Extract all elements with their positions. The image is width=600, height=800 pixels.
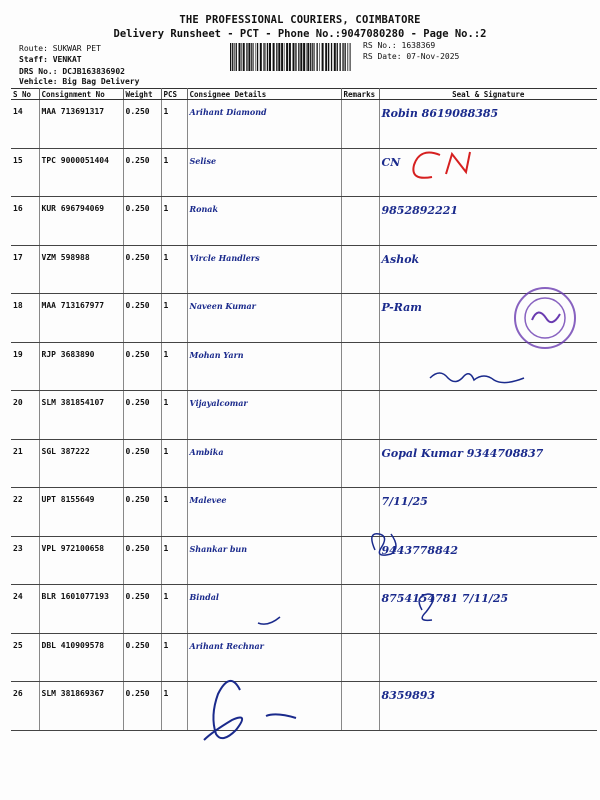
cell-weight: 0.250 xyxy=(123,633,161,682)
cell-sno: 17 xyxy=(11,245,39,294)
cell-remarks xyxy=(341,197,379,246)
table-row xyxy=(11,536,597,585)
cell-signature: 8754154781 7/11/25 xyxy=(379,585,597,634)
cell-signature: P-Ram xyxy=(379,294,597,343)
cell-weight: 0.250 xyxy=(123,294,161,343)
cell-sno: 26 xyxy=(11,682,39,731)
cell-sno: 24 xyxy=(11,585,39,634)
cell-signature: 8359893 xyxy=(379,682,597,731)
table-header-row xyxy=(11,89,597,100)
cell-signature: Robin 8619088385 xyxy=(379,100,597,149)
cell-sno: 20 xyxy=(11,391,39,440)
cell-consignee: Vircle Handlers xyxy=(187,245,341,294)
table-row xyxy=(11,439,597,488)
cell-remarks xyxy=(341,245,379,294)
cell-weight: 0.250 xyxy=(123,682,161,731)
cell-sno: 21 xyxy=(11,439,39,488)
cell-pcs: 1 xyxy=(161,294,187,343)
cell-consignment: SLM 381869367 xyxy=(39,682,123,731)
table-row xyxy=(11,633,597,682)
cell-consignee: Arihant Diamond xyxy=(187,100,341,149)
staff-field: Staff: VENKAT xyxy=(19,55,82,64)
cell-consignment: MAA 713691317 xyxy=(39,100,123,149)
cell-signature: 9443778842 xyxy=(379,536,597,585)
cell-remarks xyxy=(341,391,379,440)
table-row xyxy=(11,100,597,149)
col-pcs: PCS xyxy=(161,89,187,100)
table-row xyxy=(11,342,597,391)
col-consignee: Consignee Details xyxy=(187,89,341,100)
route-field: Route: SUKWAR PET xyxy=(19,44,101,53)
cell-sno: 19 xyxy=(11,342,39,391)
cell-consignee: Mohan Yarn xyxy=(187,342,341,391)
col-consignment: Consignment No xyxy=(39,89,123,100)
cell-consignee: Vijayalcomar xyxy=(187,391,341,440)
cell-sno: 14 xyxy=(11,100,39,149)
cell-sno: 18 xyxy=(11,294,39,343)
cell-sno: 15 xyxy=(11,148,39,197)
table-row xyxy=(11,682,597,731)
cell-pcs: 1 xyxy=(161,197,187,246)
col-weight: Weight xyxy=(123,89,161,100)
cell-pcs: 1 xyxy=(161,633,187,682)
cell-consignment: SGL 387222 xyxy=(39,439,123,488)
cell-consignment: TPC 9000051404 xyxy=(39,148,123,197)
cell-pcs: 1 xyxy=(161,100,187,149)
cell-remarks xyxy=(341,148,379,197)
cell-consignee: Shankar bun xyxy=(187,536,341,585)
cell-remarks xyxy=(341,439,379,488)
table-row xyxy=(11,148,597,197)
cell-weight: 0.250 xyxy=(123,342,161,391)
cell-pcs: 1 xyxy=(161,536,187,585)
cell-remarks xyxy=(341,488,379,537)
cell-weight: 0.250 xyxy=(123,245,161,294)
table-row xyxy=(11,245,597,294)
cell-consignment: UPT 8155649 xyxy=(39,488,123,537)
cell-weight: 0.250 xyxy=(123,585,161,634)
runsheet-subtitle: Delivery Runsheet - PCT - Phone No.:9047080280 - Page No.:2 xyxy=(113,28,487,40)
cell-sno: 23 xyxy=(11,536,39,585)
cell-consignment: VPL 972100658 xyxy=(39,536,123,585)
cell-consignee: Naveen Kumar xyxy=(187,294,341,343)
cell-weight: 0.250 xyxy=(123,488,161,537)
rs-number: RS No.: 1638369 xyxy=(363,41,436,50)
table-row xyxy=(11,585,597,634)
cell-signature: Ashok xyxy=(379,245,597,294)
table-row xyxy=(11,391,597,440)
cell-consignment: SLM 381854107 xyxy=(39,391,123,440)
runsheet-table xyxy=(11,88,597,731)
cell-consignee: Arihant Rechnar xyxy=(187,633,341,682)
cell-remarks xyxy=(341,633,379,682)
cell-signature: Gopal Kumar 9344708837 xyxy=(379,439,597,488)
col-remarks: Remarks xyxy=(341,89,379,100)
cell-consignee: Bindal xyxy=(187,585,341,634)
cell-consignee: Ambika xyxy=(187,439,341,488)
cell-remarks xyxy=(341,342,379,391)
cell-consignee: Ronak xyxy=(187,197,341,246)
drs-field: DRS No.: DCJB163836902 xyxy=(19,67,125,76)
table-row xyxy=(11,197,597,246)
cell-remarks xyxy=(341,682,379,731)
barcode xyxy=(230,43,354,71)
table-row xyxy=(11,488,597,537)
cell-consignee: Selise xyxy=(187,148,341,197)
cell-remarks xyxy=(341,100,379,149)
cell-pcs: 1 xyxy=(161,342,187,391)
cell-consignment: VZM 598988 xyxy=(39,245,123,294)
col-seal: Seal & Signature xyxy=(379,89,597,100)
cell-signature: CN xyxy=(379,148,597,197)
cell-signature xyxy=(379,342,597,391)
cell-sno: 22 xyxy=(11,488,39,537)
cell-weight: 0.250 xyxy=(123,391,161,440)
cell-remarks xyxy=(341,585,379,634)
cell-consignee: Malevee xyxy=(187,488,341,537)
cell-signature xyxy=(379,391,597,440)
cell-consignment: BLR 1601077193 xyxy=(39,585,123,634)
cell-pcs: 1 xyxy=(161,439,187,488)
company-title: THE PROFESSIONAL COURIERS, COIMBATORE xyxy=(179,14,421,26)
cell-consignment: RJP 3683890 xyxy=(39,342,123,391)
cell-pcs: 1 xyxy=(161,488,187,537)
cell-consignment: MAA 713167977 xyxy=(39,294,123,343)
col-sno: S No xyxy=(11,89,39,100)
cell-remarks xyxy=(341,536,379,585)
cell-sno: 16 xyxy=(11,197,39,246)
cell-weight: 0.250 xyxy=(123,148,161,197)
cell-consignment: DBL 410909578 xyxy=(39,633,123,682)
cell-pcs: 1 xyxy=(161,682,187,731)
cell-weight: 0.250 xyxy=(123,197,161,246)
table-row xyxy=(11,294,597,343)
cell-pcs: 1 xyxy=(161,245,187,294)
cell-pcs: 1 xyxy=(161,148,187,197)
vehicle-field: Vehicle: Big Bag Delivery xyxy=(19,77,140,86)
cell-signature xyxy=(379,633,597,682)
rs-date: RS Date: 07-Nov-2025 xyxy=(363,52,460,61)
cell-signature: 9852892221 xyxy=(379,197,597,246)
cell-consignee xyxy=(187,682,341,731)
cell-weight: 0.250 xyxy=(123,100,161,149)
cell-weight: 0.250 xyxy=(123,536,161,585)
cell-consignment: KUR 696794069 xyxy=(39,197,123,246)
cell-pcs: 1 xyxy=(161,391,187,440)
cell-weight: 0.250 xyxy=(123,439,161,488)
cell-signature: 7/11/25 xyxy=(379,488,597,537)
cell-remarks xyxy=(341,294,379,343)
cell-pcs: 1 xyxy=(161,585,187,634)
cell-sno: 25 xyxy=(11,633,39,682)
